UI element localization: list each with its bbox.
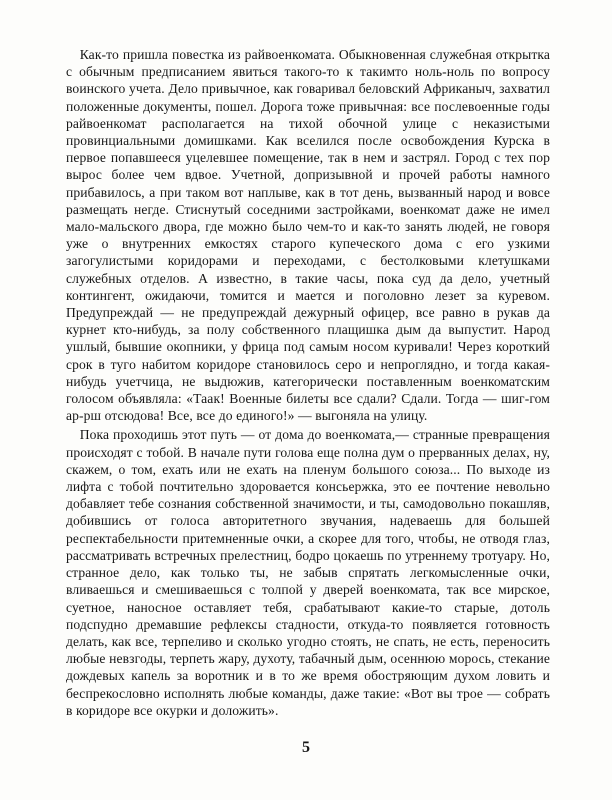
- paragraph-2: Пока проходишь этот путь — от дома до военкомата,— странные превращения происходят с тобой. В начале пути голова еще полна дум о прерванных делах, ну, скажем, о том, ехать или не ехать на пленум большого союза... По выходе из лифта с тобой почтительно здоровается консьержка, это ее почтение невольно добавляет тебе сознания собственной значимости, и ты, самодовольно покашляв, добившись от голоса авторитетного звучания, надеваешь для большей респектабельности притемненные очки, а скорее для того, чтобы, не отводя глаз, рассматривать встречных прелестниц, бодро цокаешь по утреннему тротуару. Но, странное дело, как только ты, не забыв спрятать легкомысленные очки, вливаешься и смешиваешься с толпой у дверей военкомата, так все мирское, суетное, наносное оставляет тебя, срабатывают какие-то старые, дотоль подспудно дремавшие рефлексы стадности, откуда-то появляется готовность делать, как все, терпеливо и сколько угодно стоять, не спать, не есть, переносить любые невзгоды, терпеть жару, духоту, табачный дым, осеннюю морось, стекание дождевых капель за воротник и в то же время обостряющим духом ловить и беспрекословно исполнять любые команды, даже такие: «Вот вы трое — собрать в коридоре все окурки и доложить».: [66, 427, 550, 718]
- body-text: [66, 46, 550, 719]
- page-number: 5: [302, 739, 310, 756]
- paragraph-1: Как-то пришла повестка из райвоенкомата. Обыкновенная служебная открытка с обычным предписанием явиться такого-то к такимто ноль-ноль по вопросу воинского учета. Дело привычное, как говаривал беловский Африканыч, захватил положенные документы, пошел. Дорога тоже привычная: все послевоенные годы райвоенкомат располагается на тихой обочной улице с неказистыми провинциальными домишками. Как вселился после освобождения Курска в первое попавшееся уцелевшее помещение, так в нем и застрял. Город с тех пор вырос более чем вдвое. Учетной, допризывной и прочей работы намного прибавилось, а при таком вот наплыве, как в тот день, вызванный народ и вовсе размещать негде. Стиснутый соседними застройками, военкомат даже не имел мало-мальского двора, где можно было чем-то и как-то занять людей, не говоря уже о внутренних емкостях старого купеческого дома с его узкими загогулистыми коридорами и переходами, с бестолковыми клетушками служебных отделов. А известно, в такие часы, пока суд да дело, учетный контингент, ожидаючи, томится и мается и поголовно лезет за куревом. Предупреждай — не предупреждай дежурный офицер, все равно в рукав да курнет кто-нибудь, за полу собственного плащишка дым да выпустит. Народ ушлый, бывшие окопники, у фрица под самым носом куривали! Через короткий срок в тугo набитом коридоре становилось серо и непроглядно, и тогда какая-нибудь учетчица, не выдюжив, категорически поставленным военкоматским голосом объявляла: «Таак! Военные билеты все сдали? Сдали. Тогда — шиг-гом ар-рш отсюдова! Все, все до единого!» — выгоняла на улицу.: [66, 47, 550, 424]
